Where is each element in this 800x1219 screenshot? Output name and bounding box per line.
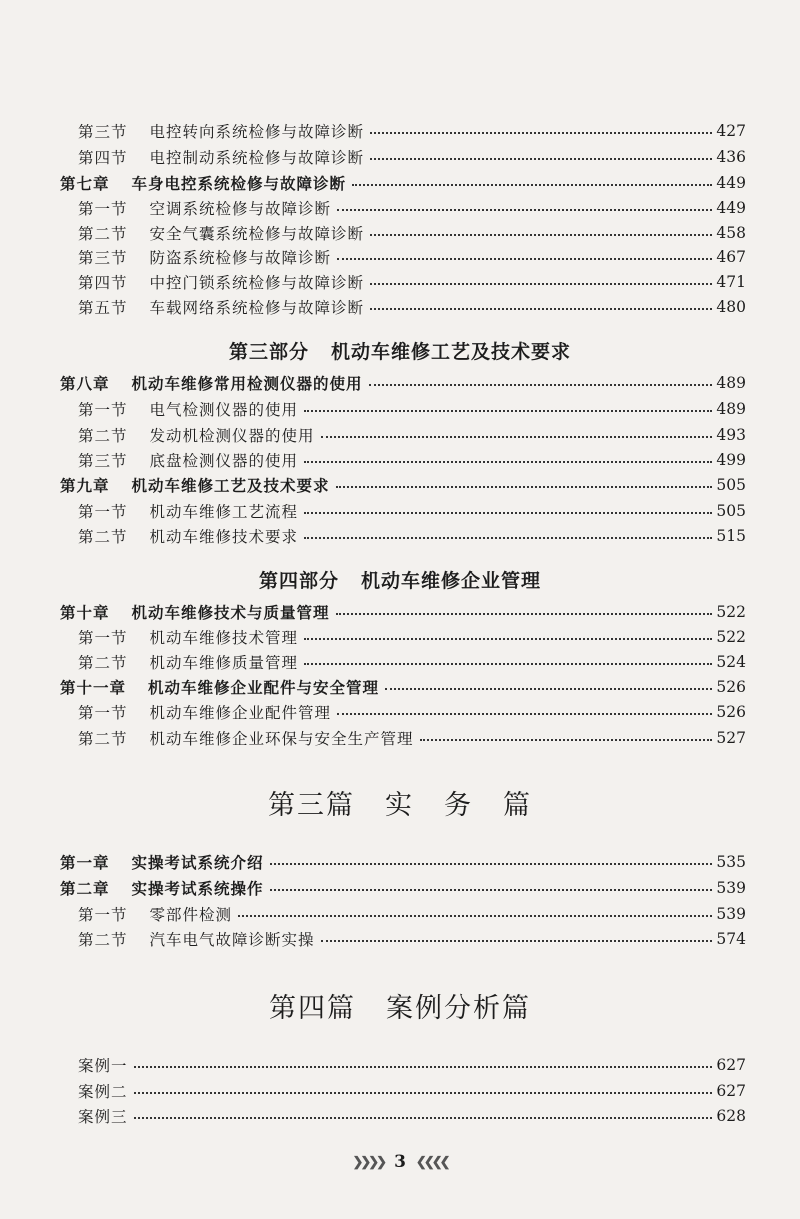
entry-label: 第四节 — [78, 149, 128, 167]
dot-leader — [321, 940, 713, 942]
part-title: 机动车维修工艺及技术要求 — [331, 341, 572, 363]
toc-entry[interactable] — [78, 245, 746, 269]
dot-leader — [336, 486, 713, 488]
entry-label: 第一节 — [78, 906, 128, 924]
chapter-page: 526 — [716, 678, 746, 696]
toc-entry[interactable] — [78, 119, 746, 143]
dot-leader — [304, 663, 712, 665]
dot-leader — [304, 512, 712, 514]
dot-leader — [134, 1092, 713, 1094]
part-heading — [0, 566, 800, 593]
entry-page: 489 — [716, 400, 746, 418]
toc-entry[interactable] — [78, 650, 746, 674]
entry-page: 471 — [716, 273, 746, 291]
toc-chapter[interactable] — [60, 171, 746, 195]
chapter-title: 机动车维修常用检测仪器的使用 — [131, 374, 363, 393]
dot-leader — [370, 308, 712, 310]
entry-title: 发动机检测仪器的使用 — [149, 427, 315, 445]
chevron-right-icon: ❯❯❯❯ — [352, 1154, 385, 1170]
entry-page: 499 — [716, 451, 746, 469]
toc-entry[interactable] — [78, 423, 746, 447]
toc-entry[interactable] — [78, 145, 746, 169]
dot-leader — [134, 1066, 713, 1068]
part-number: 第四部分 — [258, 570, 339, 592]
entry-label: 第二节 — [78, 730, 128, 748]
entry-page: 515 — [716, 527, 746, 545]
chapter-label: 第七章 — [60, 174, 110, 193]
page-footer — [0, 1152, 800, 1172]
dot-leader — [370, 132, 712, 134]
entry-title: 机动车维修技术管理 — [149, 629, 299, 647]
case-title: 案例三 — [78, 1108, 128, 1126]
toc-entry[interactable] — [78, 295, 746, 319]
entry-label: 第三节 — [78, 452, 128, 470]
entry-page: 458 — [716, 224, 746, 242]
entry-title: 机动车维修企业环保与安全生产管理 — [149, 730, 414, 748]
entry-label: 第二节 — [78, 427, 128, 445]
toc-entry[interactable] — [78, 726, 746, 750]
chapter-label: 第八章 — [60, 374, 110, 393]
entry-label: 第四节 — [78, 274, 128, 292]
dot-leader — [337, 209, 712, 211]
entry-page: 436 — [716, 148, 746, 166]
entry-label: 第三节 — [78, 249, 128, 267]
part-title: 机动车维修企业管理 — [361, 570, 542, 592]
dot-leader — [385, 688, 712, 690]
toc-case[interactable] — [78, 1053, 746, 1077]
entry-page: 526 — [716, 703, 746, 721]
toc-entry[interactable] — [78, 499, 746, 523]
case-page: 627 — [716, 1082, 746, 1100]
dot-leader — [304, 461, 712, 463]
chapter-page: 522 — [716, 603, 746, 621]
entry-title: 中控门锁系统检修与故障诊断 — [149, 274, 365, 292]
dot-leader — [336, 613, 713, 615]
toc-entry[interactable] — [78, 902, 746, 926]
entry-page: 427 — [716, 122, 746, 140]
toc-entry[interactable] — [78, 221, 746, 245]
volume-number: 第三篇 — [268, 790, 355, 821]
toc-entry[interactable] — [78, 700, 746, 724]
dot-leader — [238, 915, 712, 917]
dot-leader — [304, 410, 712, 412]
toc-entry[interactable] — [78, 524, 746, 548]
chevron-left-icon: ❮❮❮❮ — [415, 1154, 448, 1170]
dot-leader — [352, 184, 712, 186]
chapter-label: 第二章 — [60, 879, 110, 898]
entry-title: 零部件检测 — [149, 906, 233, 924]
chapter-title: 实操考试系统介绍 — [131, 853, 264, 872]
entry-page: 527 — [716, 729, 746, 747]
entry-title: 底盘检测仪器的使用 — [149, 452, 299, 470]
chapter-page: 505 — [716, 476, 746, 494]
toc-entry[interactable] — [78, 397, 746, 421]
toc-entry[interactable] — [78, 196, 746, 220]
entry-label: 第一节 — [78, 629, 128, 647]
dot-leader — [321, 436, 713, 438]
dot-leader — [420, 739, 713, 741]
volume-title-char: 实 — [385, 790, 414, 821]
entry-title: 电气检测仪器的使用 — [149, 401, 299, 419]
entry-title: 安全气囊系统检修与故障诊断 — [149, 225, 365, 243]
dot-leader — [370, 283, 712, 285]
entry-title: 机动车维修技术要求 — [149, 528, 299, 546]
dot-leader — [337, 258, 712, 260]
page-number: 3 — [394, 1152, 406, 1172]
chapter-page: 449 — [716, 174, 746, 192]
entry-label: 第一节 — [78, 401, 128, 419]
case-title: 案例二 — [78, 1083, 128, 1101]
toc-entry[interactable] — [78, 448, 746, 472]
toc-entry[interactable] — [78, 625, 746, 649]
toc-case[interactable] — [78, 1079, 746, 1103]
toc-entry[interactable] — [78, 927, 746, 951]
toc-case[interactable] — [78, 1104, 746, 1128]
chapter-label: 第九章 — [60, 476, 110, 495]
dot-leader — [304, 537, 712, 539]
entry-label: 第一节 — [78, 200, 128, 218]
entry-title: 机动车维修质量管理 — [149, 654, 299, 672]
chapter-title: 车身电控系统检修与故障诊断 — [131, 174, 347, 193]
toc-chapter[interactable] — [60, 473, 746, 497]
dot-leader — [134, 1117, 713, 1119]
entry-label: 第一节 — [78, 704, 128, 722]
chapter-page: 489 — [716, 374, 746, 392]
dot-leader — [370, 158, 712, 160]
entry-page: 493 — [716, 426, 746, 444]
case-page: 627 — [716, 1056, 746, 1074]
entry-label: 第二节 — [78, 931, 128, 949]
entry-page: 524 — [716, 653, 746, 671]
volume-title-char: 务 — [444, 790, 473, 821]
dot-leader — [270, 889, 713, 891]
dot-leader — [304, 638, 712, 640]
entry-title: 防盗系统检修与故障诊断 — [149, 249, 332, 267]
chapter-page: 535 — [716, 853, 746, 871]
entry-title: 机动车维修企业配件管理 — [149, 704, 332, 722]
dot-leader — [337, 713, 712, 715]
entry-label: 第三节 — [78, 123, 128, 141]
entry-page: 467 — [716, 248, 746, 266]
volume-heading — [0, 986, 800, 1025]
entry-label: 第二节 — [78, 528, 128, 546]
case-title: 案例一 — [78, 1057, 128, 1075]
entry-page: 505 — [716, 502, 746, 520]
chapter-label: 第十一章 — [60, 678, 127, 697]
dot-leader — [369, 384, 713, 386]
part-number: 第三部分 — [228, 341, 309, 363]
chapter-title: 机动车维修工艺及技术要求 — [131, 476, 330, 495]
dot-leader — [370, 234, 712, 236]
entry-page: 522 — [716, 628, 746, 646]
chapter-title: 机动车维修企业配件与安全管理 — [148, 678, 380, 697]
entry-label: 第一节 — [78, 503, 128, 521]
toc-chapter[interactable] — [60, 600, 746, 624]
volume-number: 第四篇 — [269, 993, 356, 1024]
entry-title: 机动车维修工艺流程 — [149, 503, 299, 521]
toc-chapter[interactable] — [60, 850, 746, 874]
entry-label: 第二节 — [78, 654, 128, 672]
dot-leader — [270, 863, 713, 865]
volume-heading — [0, 783, 800, 822]
chapter-label: 第十章 — [60, 603, 110, 622]
entry-label: 第五节 — [78, 299, 128, 317]
entry-page: 480 — [716, 298, 746, 316]
toc-entry[interactable] — [78, 270, 746, 294]
entry-title: 车载网络系统检修与故障诊断 — [149, 299, 365, 317]
case-page: 628 — [716, 1107, 746, 1125]
entry-label: 第二节 — [78, 225, 128, 243]
chapter-page: 539 — [716, 879, 746, 897]
chapter-title: 机动车维修技术与质量管理 — [131, 603, 330, 622]
toc-chapter[interactable] — [60, 371, 746, 395]
chapter-title: 实操考试系统操作 — [131, 879, 264, 898]
part-heading — [0, 337, 800, 364]
entry-title: 电控制动系统检修与故障诊断 — [149, 149, 365, 167]
entry-title: 汽车电气故障诊断实操 — [149, 931, 315, 949]
toc-chapter[interactable] — [60, 675, 746, 699]
toc-chapter[interactable] — [60, 876, 746, 900]
entry-page: 574 — [716, 930, 746, 948]
chapter-label: 第一章 — [60, 853, 110, 872]
entry-page: 449 — [716, 199, 746, 217]
volume-title-char: 篇 — [503, 790, 532, 821]
volume-title: 案例分析篇 — [386, 993, 531, 1024]
entry-page: 539 — [716, 905, 746, 923]
entry-title: 空调系统检修与故障诊断 — [149, 200, 332, 218]
entry-title: 电控转向系统检修与故障诊断 — [149, 123, 365, 141]
